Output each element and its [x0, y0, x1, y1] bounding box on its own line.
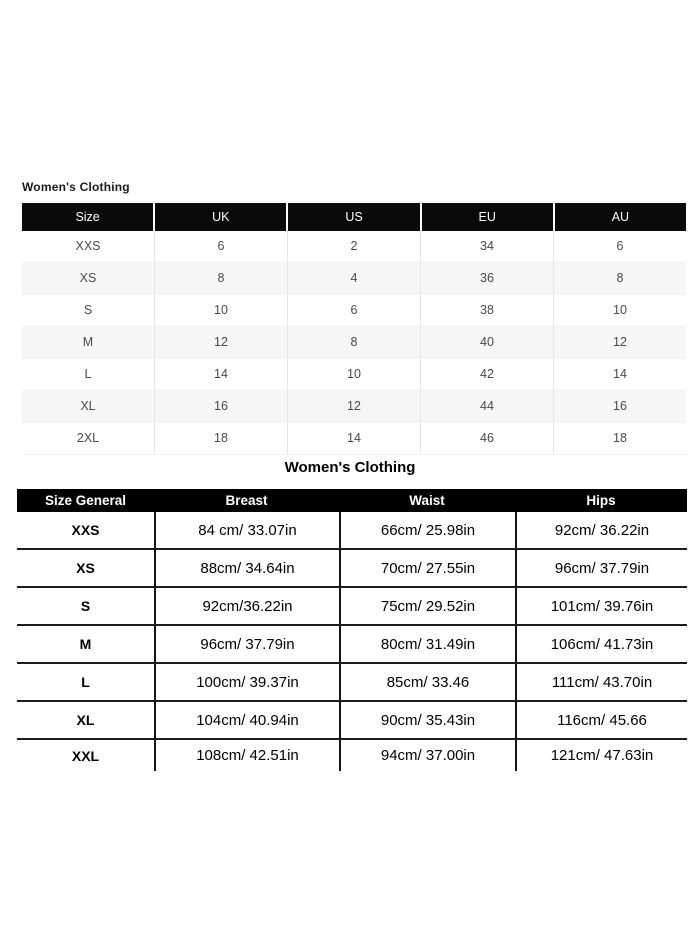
size-cell: XL	[80, 399, 96, 413]
uk-cell: 16	[154, 391, 287, 422]
us-cell: 8	[287, 327, 420, 358]
measurement-table-title: Women's Clothing	[284, 459, 416, 476]
breast-cell: 84 cm/ 33.07in	[154, 512, 339, 548]
size-cell: S	[83, 303, 93, 317]
table-row	[17, 702, 687, 740]
breast-cell: 88cm/ 34.64in	[154, 550, 339, 586]
table-row	[22, 391, 686, 423]
waist-cell: 94cm/ 37.00in	[339, 740, 515, 771]
column-header: EU	[420, 203, 553, 231]
hips-cell: 96cm/ 37.79in	[515, 550, 687, 586]
breast-cell: 92cm/36.22in	[154, 588, 339, 624]
us-cell: 6	[287, 295, 420, 326]
table-row	[17, 664, 687, 702]
column-header: Size General	[44, 493, 127, 508]
uk-cell: 14	[154, 359, 287, 390]
size-cell: 2XL	[76, 431, 100, 445]
size-cell: L	[84, 367, 92, 381]
au-cell: 12	[553, 327, 686, 358]
uk-cell: 12	[154, 327, 287, 358]
size-cell: XXL	[71, 747, 100, 764]
column-header: AU	[553, 203, 686, 231]
eu-cell: 40	[420, 327, 553, 358]
international-size-table	[22, 203, 686, 455]
international-table-header-row	[22, 203, 686, 231]
table-row	[22, 295, 686, 327]
table-row	[22, 327, 686, 359]
size-cell: XS	[79, 271, 97, 285]
size-cell: L	[81, 674, 90, 690]
breast-cell: 108cm/ 42.51in	[154, 740, 339, 771]
size-cell: S	[80, 598, 91, 614]
au-cell: 14	[553, 359, 686, 390]
column-header: Waist	[409, 493, 445, 508]
column-header: Hips	[586, 493, 616, 508]
breast-cell: 100cm/ 39.37in	[154, 664, 339, 700]
size-cell: XL	[76, 712, 95, 728]
au-cell: 8	[553, 263, 686, 294]
us-cell: 4	[287, 263, 420, 294]
waist-cell: 75cm/ 29.52in	[339, 588, 515, 624]
hips-cell: 116cm/ 45.66	[515, 702, 687, 738]
au-cell: 16	[553, 391, 686, 422]
measurement-size-table	[17, 489, 687, 771]
table-row	[17, 550, 687, 588]
eu-cell: 38	[420, 295, 553, 326]
waist-cell: 85cm/ 33.46	[339, 664, 515, 700]
hips-cell: 106cm/ 41.73in	[515, 626, 687, 662]
table-row	[17, 588, 687, 626]
au-cell: 10	[553, 295, 686, 326]
hips-cell: 111cm/ 43.70in	[515, 664, 687, 700]
size-cell: M	[79, 636, 92, 652]
uk-cell: 8	[154, 263, 287, 294]
column-header: Size	[75, 210, 100, 224]
size-cell: XS	[76, 560, 95, 576]
us-cell: 12	[287, 391, 420, 422]
us-cell: 14	[287, 423, 420, 454]
breast-cell: 104cm/ 40.94in	[154, 702, 339, 738]
size-cell: M	[82, 335, 94, 349]
au-cell: 18	[553, 423, 686, 454]
breast-cell: 96cm/ 37.79in	[154, 626, 339, 662]
au-cell: 6	[553, 231, 686, 262]
column-header: UK	[153, 203, 286, 231]
measurement-table-header-row	[17, 489, 687, 512]
waist-cell: 70cm/ 27.55in	[339, 550, 515, 586]
hips-cell: 101cm/ 39.76in	[515, 588, 687, 624]
us-cell: 10	[287, 359, 420, 390]
table-row	[17, 626, 687, 664]
table-row	[17, 512, 687, 550]
waist-cell: 90cm/ 35.43in	[339, 702, 515, 738]
eu-cell: 44	[420, 391, 553, 422]
uk-cell: 6	[154, 231, 287, 262]
hips-cell: 92cm/ 36.22in	[515, 512, 687, 548]
table-row	[17, 740, 687, 771]
table-row	[22, 263, 686, 295]
measurement-table-body	[17, 512, 687, 771]
column-header: Breast	[225, 493, 268, 508]
waist-cell: 80cm/ 31.49in	[339, 626, 515, 662]
us-cell: 2	[287, 231, 420, 262]
international-table-body	[22, 231, 686, 455]
eu-cell: 36	[420, 263, 553, 294]
international-table-label: Women's Clothing	[22, 180, 130, 194]
uk-cell: 10	[154, 295, 287, 326]
column-header: US	[286, 203, 419, 231]
table-row	[22, 359, 686, 391]
size-cell: XXS	[75, 239, 101, 253]
uk-cell: 18	[154, 423, 287, 454]
eu-cell: 46	[420, 423, 553, 454]
hips-cell: 121cm/ 47.63in	[515, 740, 687, 771]
eu-cell: 34	[420, 231, 553, 262]
waist-cell: 66cm/ 25.98in	[339, 512, 515, 548]
eu-cell: 42	[420, 359, 553, 390]
size-cell: XXS	[71, 522, 100, 538]
table-row	[22, 423, 686, 455]
table-row	[22, 231, 686, 263]
